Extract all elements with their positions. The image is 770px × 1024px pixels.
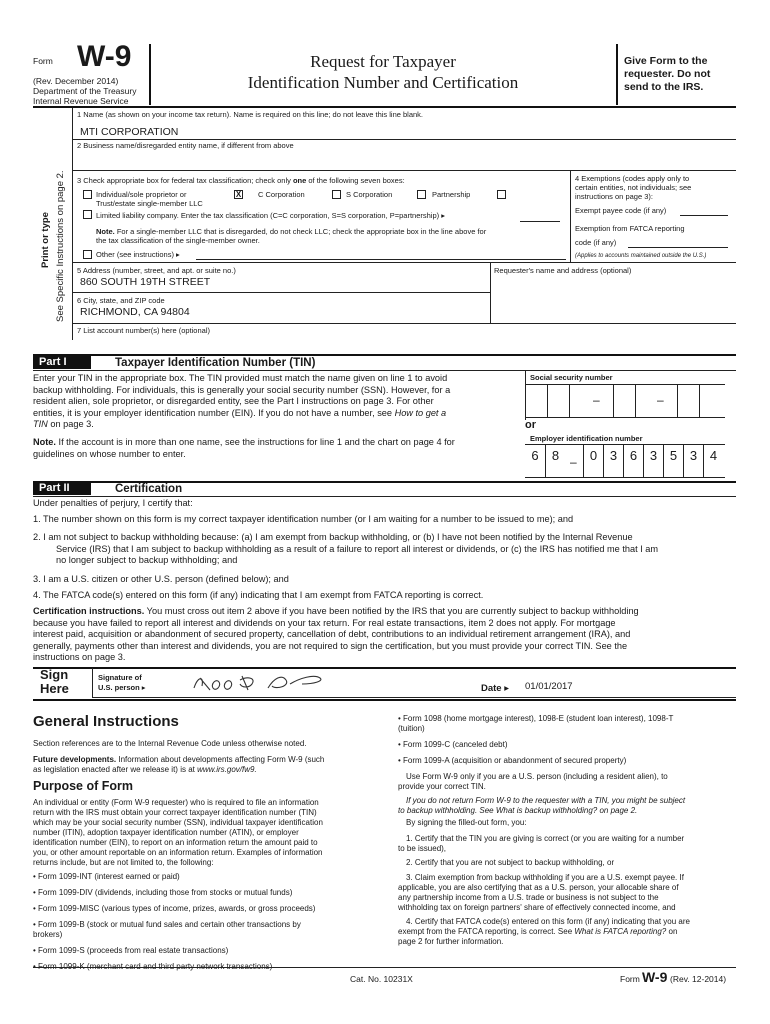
signature-graphic[interactable] [190, 668, 330, 696]
ein-digit: 6 [531, 448, 539, 463]
line6-label: 6 City, state, and ZIP code [77, 296, 165, 305]
header-divider-right [616, 44, 618, 105]
use-form-text: Use Form W-9 only if you are a U.S. person (including a resident alien), to provide your correct TIN. [398, 772, 668, 791]
see-specific-instructions-label: See Specific Instructions on page 2. [55, 170, 66, 322]
department: Department of the Treasury [33, 86, 137, 96]
print-or-type-label: Print or type [40, 212, 51, 268]
signature-label-line2: U.S. person ▸ [98, 683, 146, 692]
line7-label: 7 List account number(s) here (optional) [77, 326, 210, 335]
individual-label: Individual/sole proprietor or [96, 190, 187, 199]
city-state-zip-field[interactable]: RICHMOND, CA 94804 [80, 306, 190, 318]
form-number: W-9 [77, 40, 132, 73]
part1-tag: Part I [33, 356, 91, 369]
requester-label: Requester's name and address (optional) [494, 266, 632, 275]
llc-classification-field[interactable] [520, 221, 560, 222]
exempt-payee-label: Exempt payee code (if any) [575, 206, 667, 215]
cert-instructions: Certification instructions. You must cross out item 2 above if you have been notified by the IRS that you are currently subject to backup withholding because you have failed to report all interest and dividends on your tax return. For real estate transactions, item 2 does not apply. For mortgage interest paid, acquisition or abandonment of secured property, cancellation of debt, contributions to an individual retirement arrangement (IRA), and generally, payments other than interest and dividends, you are not required to sign the certification, but you must provide your correct TIN. See the instructions on page 3. [33, 606, 639, 662]
list-item: • Form 1099-K (merchant card and third party network transactions) [33, 962, 273, 971]
list-item: • Form 1099-S (proceeds from real estate transactions) [33, 946, 229, 955]
by-signing-text: By signing the filled-out form, you: [406, 818, 527, 827]
line3-label: 3 Check appropriate box for federal tax classification; check only one of the following seven boxes: [77, 176, 405, 185]
exemptions-label-line1: 4 Exemptions (codes apply only to [575, 174, 690, 183]
signature-label: Signature of [98, 673, 142, 682]
llc-label: Limited liability company. Enter the tax classification (C=C corporation, S=S corporation, P=partnership) ▸ [96, 211, 445, 220]
other-field[interactable] [196, 259, 566, 260]
form-label: Form [33, 56, 53, 66]
side-border [72, 108, 73, 340]
bullet-1099c: • Form 1099-C (canceled debt) [398, 740, 508, 749]
footer-form-number: W-9 [642, 969, 668, 985]
list-item: • Form 1099-MISC (various types of income, prizes, awards, or gross proceeds) [33, 904, 316, 913]
header-bottom-rule [33, 106, 736, 108]
future-developments: Future developments. Information about developments affecting Form W-9 (such as legislation enacted after we release it) is at www.irs.gov/fw9. [33, 755, 325, 774]
cert-intro: Under penalties of perjury, I certify that: [33, 498, 193, 508]
here-label: Here [40, 681, 69, 696]
llc-note-line2: the tax classification of the single-member owner. [96, 236, 260, 245]
fatca-label-line2: code (if any) [575, 238, 617, 247]
exemptions-label-line2: certain entities, not individuals; see [575, 183, 692, 192]
exempt-payee-field[interactable] [680, 215, 728, 216]
if-not-return-text: If you do not return Form W-9 to the requester with a TIN, you might be subject to backup withholding. See What is backup withholding? on page 2. [398, 796, 686, 815]
give-form-line3: send to the IRS. [624, 81, 704, 93]
certify-item3: 3. Claim exemption from backup withholding if you are a U.S. exempt payee. If applicable, you are also certifying that as a U.S. person, your allocable share of any partnership income from a U.S. trade or business is not subject to the withholding tax on foreign partners' share of effectively connected income, and [398, 873, 684, 912]
date-label: Date ▸ [481, 683, 509, 694]
ein-digit: 5 [663, 445, 683, 477]
partnership-checkbox[interactable] [417, 190, 426, 199]
date-field[interactable]: 01/01/2017 [525, 681, 573, 692]
account-numbers-field[interactable] [80, 336, 730, 350]
part1-note: Note. If the account is in more than one name, see the instructions for line 1 and the chart on page 4 for guidelines on whose number to enter. [33, 437, 455, 459]
individual-checkbox[interactable] [83, 190, 92, 199]
cert-item3: 3. I am a U.S. citizen or other U.S. person (defined below); and [33, 574, 289, 584]
catalog-number: Cat. No. 10231X [350, 974, 413, 984]
list-item: • Form 1099-INT (interest earned or paid) [33, 872, 180, 881]
give-form-line1: Give Form to the [624, 55, 708, 67]
cert-item4: 4. The FATCA code(s) entered on this form (if any) indicating that I am exempt from FATCA reporting is correct. [33, 590, 484, 600]
individual-label-line2: Trust/estate single-member LLC [96, 199, 203, 208]
c-corporation-label: C Corporation [258, 190, 305, 199]
list-item: brokers) [33, 930, 63, 939]
ein-digit: 0 [583, 445, 603, 477]
other-label: Other (see instructions) ▸ [96, 250, 180, 259]
give-form-line2: requester. Do not [624, 68, 711, 80]
business-name-field[interactable] [80, 153, 720, 167]
form-title-line2: Identification Number and Certification [247, 73, 519, 92]
ein-digit: 8 [545, 445, 565, 477]
line1-label: 1 Name (as shown on your income tax return). Name is required on this line; do not leave this line blank. [77, 110, 424, 119]
fatca-code-field[interactable] [628, 247, 728, 248]
purpose-heading: Purpose of Form [33, 779, 134, 793]
fatca-applies-note: (Applies to accounts maintained outside the U.S.) [575, 253, 707, 259]
partnership-label: Partnership [432, 190, 471, 199]
trust-estate-checkbox[interactable] [497, 190, 506, 199]
line2-label: 2 Business name/disregarded entity name, if different from above [77, 141, 294, 150]
line5-label: 5 Address (number, street, and apt. or suite no.) [77, 266, 236, 275]
part2-title: Certification [115, 483, 183, 495]
s-corporation-label: S Corporation [346, 190, 393, 199]
ein-digit: 3 [603, 445, 623, 477]
name-field[interactable]: MTI CORPORATION [80, 126, 179, 138]
cert-item2: 2. I am not subject to backup withholding because: (a) I am exempt from backup withholding, or (b) I have not been notified by the Internal Revenue Service (IRS) that I am subject to backup withholding as a result of a failure to report all interest or dividends, or (c) the IRS has notified me that I am no longer subject to backup withholding; and [33, 532, 659, 565]
s-corporation-checkbox[interactable] [332, 190, 341, 199]
llc-note: Note. For a single-member LLC that is disregarded, do not check LLC; check the appropriate box in the line above for [96, 227, 487, 236]
list-item: • Form 1099-DIV (dividends, including those from stocks or mutual funds) [33, 888, 293, 897]
service: Internal Revenue Service [33, 96, 129, 106]
ein-digit: 3 [683, 445, 703, 477]
footer-form-label: Form [620, 974, 640, 984]
or-label: or [525, 419, 536, 431]
bullet-1098: • Form 1098 (home mortgage interest), 1098-E (student loan interest), 1098-T (tuition) [398, 714, 674, 733]
purpose-text: An individual or entity (Form W-9 requester) who is required to file an information return with the IRS must obtain your correct taxpayer identification number (TIN) which may be your social security number (SSN), individual taxpayer identification number (ITIN), adoption taxpayer identification number (ATIN), or employer identification number (EIN), to report on an information return the amount paid to you, or other amount reportable on an information return. Examples of information returns include, but are not limited to, the following: [33, 798, 323, 867]
part2-tag: Part II [33, 482, 91, 495]
footer-revision: (Rev. 12-2014) [670, 974, 727, 984]
address-field[interactable]: 860 SOUTH 19TH STREET [80, 276, 211, 288]
certify-item2: 2. Certify that you are not subject to backup withholding, or [406, 858, 615, 867]
part1-instructions: Enter your TIN in the appropriate box. The TIN provided must match the name given on line 1 to avoid backup withholding. For individuals, this is generally your social security number (SSN). However, for a resident alien, sole proprietor, or disregarded entity, see the Part I instructions on page 3. For other entities, it is your employer identification number (EIN). If you do not have a number, see How to get a TIN on page 3. [33, 373, 451, 429]
certify-item4: 4. Certify that FATCA code(s) entered on this form (if any) indicating that you are exempt from the FATCA reporting, is correct. See What is FATCA reporting? on page 2 for further information. [398, 917, 690, 946]
ein-digit: 3 [643, 445, 663, 477]
section-references: Section references are to the Internal Revenue Code unless otherwise noted. [33, 739, 307, 748]
bullet-1099a: • Form 1099-A (acquisition or abandonment of secured property) [398, 756, 627, 765]
llc-checkbox[interactable] [83, 210, 92, 219]
requester-field[interactable] [494, 278, 734, 322]
bullet-list-left [33, 872, 315, 972]
exemptions-label-line3: instructions on page 3): [575, 192, 653, 201]
ein-digit: 6 [623, 445, 643, 477]
ein-digit: 4 [703, 445, 723, 477]
revision-date: (Rev. December 2014) [33, 76, 119, 86]
general-instructions-heading: General Instructions [33, 713, 179, 730]
cert-item1: 1. The number shown on this form is my correct taxpayer identification number (or I am waiting for a number to be issued to me); and [33, 514, 574, 524]
part1-title: Taxpayer Identification Number (TIN) [115, 357, 316, 369]
ssn-field[interactable]: – – [525, 384, 725, 418]
ein-field[interactable]: 6 8 – 0 3 6 3 5 3 4 [525, 444, 725, 478]
c-corporation-checkbox[interactable]: X [235, 190, 242, 199]
ein-label: Employer identification number [530, 434, 643, 443]
other-checkbox[interactable] [83, 250, 92, 259]
list-item: • Form 1099-B (stock or mutual fund sales and certain other transactions by [33, 920, 301, 929]
certify-item1: 1. Certify that the TIN you are giving is correct (or you are waiting for a number to be issued), [398, 834, 685, 853]
sign-label: Sign [40, 667, 69, 682]
form-title-line1: Request for Taxpayer [310, 52, 456, 71]
fatca-label: Exemption from FATCA reporting [575, 224, 685, 233]
ssn-label: Social security number [530, 373, 613, 382]
